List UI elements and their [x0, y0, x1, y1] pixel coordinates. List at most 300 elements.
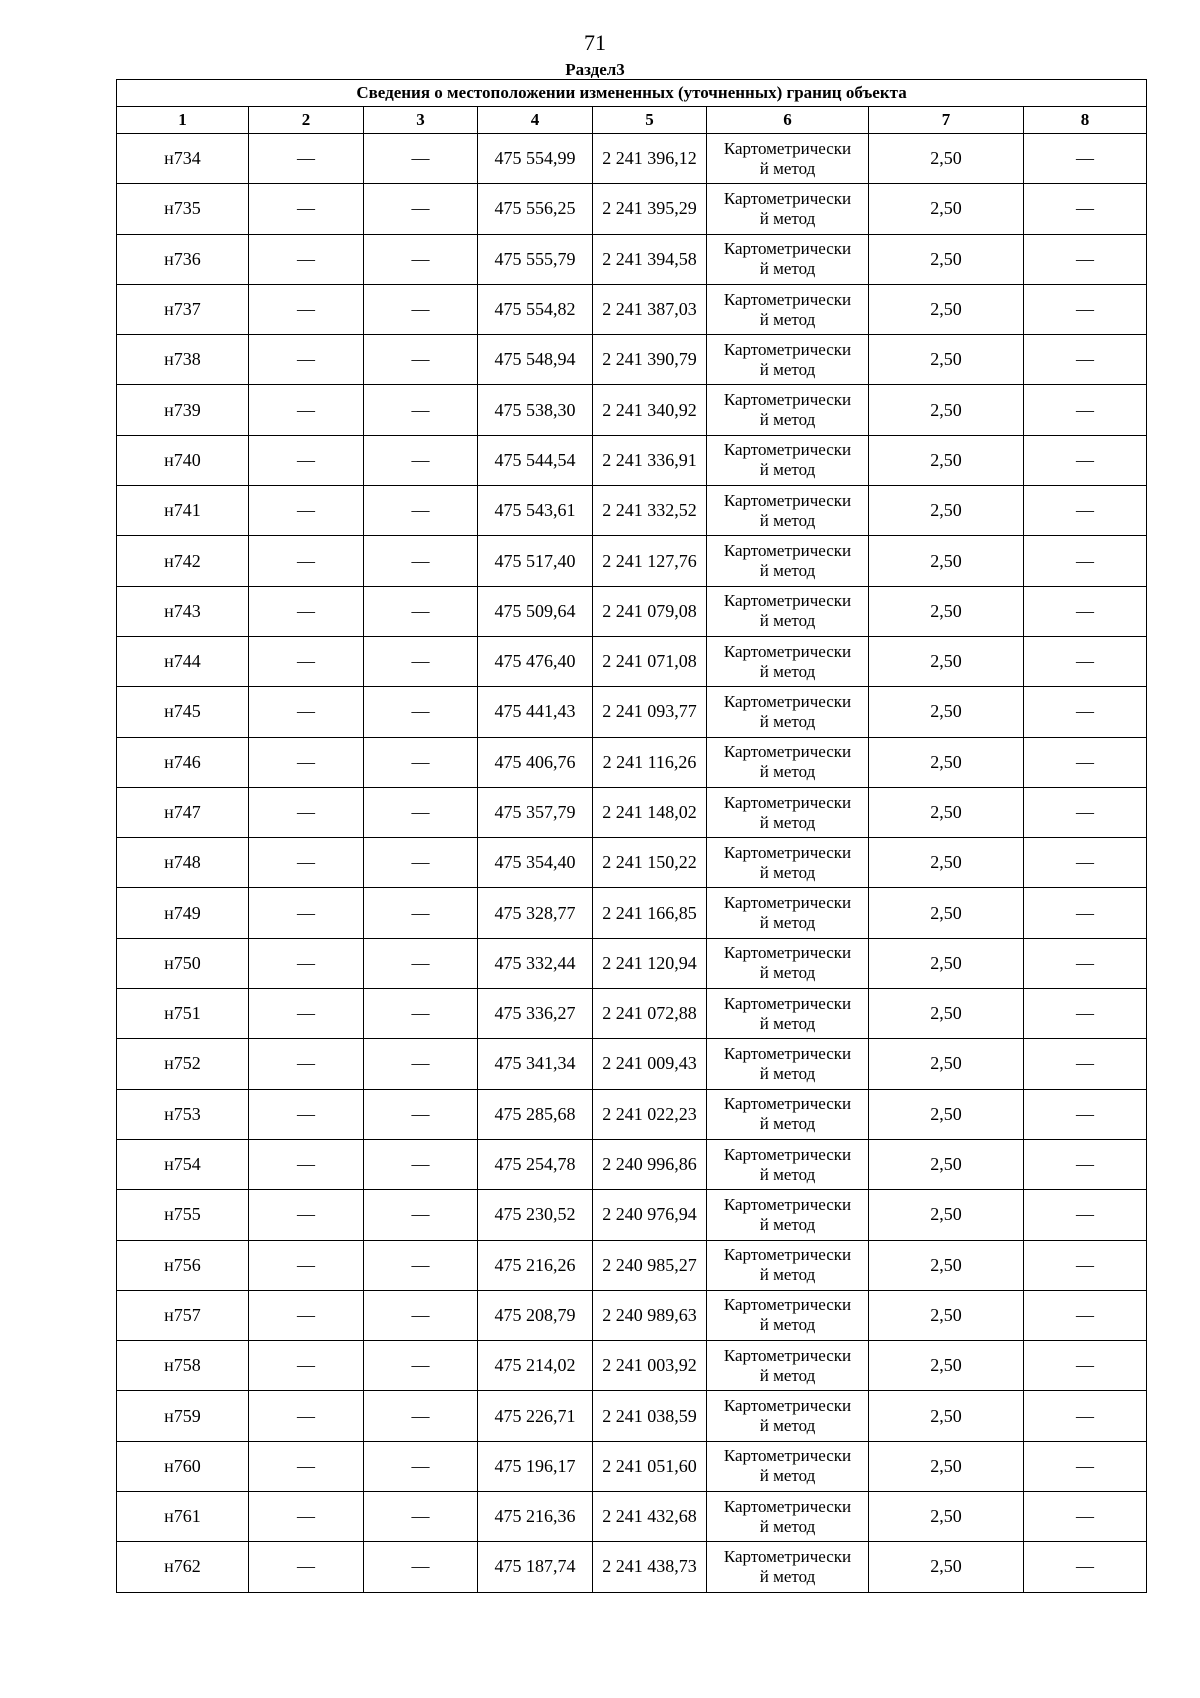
col3-cell: —: [364, 737, 478, 787]
y-coordinate-cell: 2 241 093,77: [593, 687, 707, 737]
col8-cell: —: [1024, 134, 1147, 184]
col2-cell: —: [249, 385, 364, 435]
col2-cell: —: [249, 234, 364, 284]
col2-cell: —: [249, 1441, 364, 1491]
col2-cell: —: [249, 737, 364, 787]
x-coordinate-cell: 475 341,34: [478, 1039, 593, 1089]
accuracy-cell: 2,50: [869, 1139, 1024, 1189]
col8-cell: —: [1024, 335, 1147, 385]
method-cell: [707, 586, 869, 636]
method-cell: [707, 1542, 869, 1592]
col3-cell: —: [364, 787, 478, 837]
point-id-cell: н751: [117, 989, 249, 1039]
col8-cell: —: [1024, 586, 1147, 636]
col2-cell: —: [249, 1190, 364, 1240]
col3-cell: —: [364, 1542, 478, 1592]
col8-cell: —: [1024, 1139, 1147, 1189]
table-row: [117, 1190, 1147, 1240]
y-coordinate-cell: 2 241 127,76: [593, 536, 707, 586]
col3-cell: —: [364, 989, 478, 1039]
accuracy-cell: 2,50: [869, 385, 1024, 435]
col8-cell: —: [1024, 888, 1147, 938]
table-row: [117, 385, 1147, 435]
col3-cell: —: [364, 586, 478, 636]
table-row: [117, 1542, 1147, 1592]
point-id-cell: н756: [117, 1240, 249, 1290]
col2-cell: —: [249, 1139, 364, 1189]
y-coordinate-cell: 2 241 166,85: [593, 888, 707, 938]
col8-cell: —: [1024, 234, 1147, 284]
method-line-1: Картометрически: [723, 742, 852, 762]
accuracy-cell: 2,50: [869, 636, 1024, 686]
table-row: [117, 1089, 1147, 1139]
point-id-cell: н754: [117, 1139, 249, 1189]
method-cell: [707, 1492, 869, 1542]
x-coordinate-cell: 475 216,26: [478, 1240, 593, 1290]
col3-cell: —: [364, 134, 478, 184]
method-cell: [707, 1290, 869, 1340]
col8-cell: —: [1024, 1542, 1147, 1592]
col3-cell: —: [364, 486, 478, 536]
accuracy-cell: 2,50: [869, 284, 1024, 334]
method-cell: [707, 486, 869, 536]
method-line-2: й метод: [759, 208, 816, 228]
column-header-1: 1: [117, 107, 249, 134]
col8-cell: —: [1024, 938, 1147, 988]
x-coordinate-cell: 475 214,02: [478, 1341, 593, 1391]
accuracy-cell: 2,50: [869, 938, 1024, 988]
table-row: [117, 586, 1147, 636]
method-line-1: Картометрически: [723, 1295, 852, 1315]
method-line-1: Картометрически: [723, 1194, 852, 1214]
point-id-cell: н745: [117, 687, 249, 737]
table-row: [117, 184, 1147, 234]
accuracy-cell: 2,50: [869, 1542, 1024, 1592]
point-id-cell: н744: [117, 636, 249, 686]
col8-cell: —: [1024, 536, 1147, 586]
column-header-6: 6: [707, 107, 869, 134]
col8-cell: —: [1024, 1391, 1147, 1441]
caption-row: [117, 80, 1147, 107]
x-coordinate-cell: 475 548,94: [478, 335, 593, 385]
col2-cell: —: [249, 536, 364, 586]
accuracy-cell: 2,50: [869, 435, 1024, 485]
method-cell: [707, 838, 869, 888]
method-line-2: й метод: [759, 1214, 816, 1234]
col8-cell: —: [1024, 737, 1147, 787]
col8-cell: —: [1024, 787, 1147, 837]
y-coordinate-cell: 2 240 985,27: [593, 1240, 707, 1290]
column-header-8: 8: [1024, 107, 1147, 134]
method-line-2: й метод: [759, 460, 816, 480]
method-line-1: Картометрически: [723, 541, 852, 561]
y-coordinate-cell: 2 241 079,08: [593, 586, 707, 636]
y-coordinate-cell: 2 241 038,59: [593, 1391, 707, 1441]
point-id-cell: н734: [117, 134, 249, 184]
method-cell: [707, 636, 869, 686]
col2-cell: —: [249, 1341, 364, 1391]
accuracy-cell: 2,50: [869, 134, 1024, 184]
x-coordinate-cell: 475 538,30: [478, 385, 593, 435]
x-coordinate-cell: 475 544,54: [478, 435, 593, 485]
x-coordinate-cell: 475 216,36: [478, 1492, 593, 1542]
point-id-cell: н750: [117, 938, 249, 988]
x-coordinate-cell: 475 208,79: [478, 1290, 593, 1340]
col8-cell: —: [1024, 1341, 1147, 1391]
method-line-1: Картометрически: [723, 1496, 852, 1516]
col3-cell: —: [364, 1190, 478, 1240]
y-coordinate-cell: 2 241 340,92: [593, 385, 707, 435]
table-row: [117, 486, 1147, 536]
column-header-5: 5: [593, 107, 707, 134]
method-line-1: Картометрически: [723, 188, 852, 208]
column-number-row: [117, 107, 1147, 134]
accuracy-cell: 2,50: [869, 1441, 1024, 1491]
column-header-7: 7: [869, 107, 1024, 134]
point-id-cell: н742: [117, 536, 249, 586]
method-line-1: Картометрически: [723, 792, 852, 812]
method-line-2: й метод: [759, 1164, 816, 1184]
y-coordinate-cell: 2 241 116,26: [593, 737, 707, 787]
x-coordinate-cell: 475 556,25: [478, 184, 593, 234]
col2-cell: —: [249, 284, 364, 334]
accuracy-cell: 2,50: [869, 184, 1024, 234]
col2-cell: —: [249, 1391, 364, 1441]
y-coordinate-cell: 2 241 332,52: [593, 486, 707, 536]
method-line-2: й метод: [759, 1063, 816, 1083]
y-coordinate-cell: 2 241 390,79: [593, 335, 707, 385]
point-id-cell: н737: [117, 284, 249, 334]
col8-cell: —: [1024, 1089, 1147, 1139]
col3-cell: —: [364, 1441, 478, 1491]
y-coordinate-cell: 2 241 022,23: [593, 1089, 707, 1139]
y-coordinate-cell: 2 241 148,02: [593, 787, 707, 837]
method-cell: [707, 1089, 869, 1139]
method-line-2: й метод: [759, 913, 816, 933]
col2-cell: —: [249, 435, 364, 485]
table-row: [117, 1341, 1147, 1391]
x-coordinate-cell: 475 230,52: [478, 1190, 593, 1240]
method-cell: [707, 1190, 869, 1240]
table-row: [117, 234, 1147, 284]
method-line-2: й метод: [759, 711, 816, 731]
table-caption: Сведения о местоположении измененных (уточненных) границ объекта: [117, 80, 1147, 107]
method-line-2: й метод: [759, 259, 816, 279]
x-coordinate-cell: 475 554,82: [478, 284, 593, 334]
accuracy-cell: 2,50: [869, 989, 1024, 1039]
method-line-1: Картометрически: [723, 1446, 852, 1466]
method-line-1: Картометрически: [723, 993, 852, 1013]
col3-cell: —: [364, 335, 478, 385]
col3-cell: —: [364, 838, 478, 888]
point-id-cell: н743: [117, 586, 249, 636]
table-row: [117, 787, 1147, 837]
col8-cell: —: [1024, 1441, 1147, 1491]
method-cell: [707, 234, 869, 284]
table-row: [117, 1492, 1147, 1542]
method-line-2: й метод: [759, 1265, 816, 1285]
coordinates-table: [116, 79, 1147, 1593]
col8-cell: —: [1024, 284, 1147, 334]
x-coordinate-cell: 475 354,40: [478, 838, 593, 888]
point-id-cell: н762: [117, 1542, 249, 1592]
method-line-2: й метод: [759, 359, 816, 379]
y-coordinate-cell: 2 240 976,94: [593, 1190, 707, 1240]
accuracy-cell: 2,50: [869, 335, 1024, 385]
col3-cell: —: [364, 536, 478, 586]
col2-cell: —: [249, 1290, 364, 1340]
y-coordinate-cell: 2 241 387,03: [593, 284, 707, 334]
accuracy-cell: 2,50: [869, 1190, 1024, 1240]
column-header-4: 4: [478, 107, 593, 134]
col3-cell: —: [364, 1290, 478, 1340]
point-id-cell: н759: [117, 1391, 249, 1441]
method-line-1: Картометрически: [723, 1094, 852, 1114]
point-id-cell: н752: [117, 1039, 249, 1089]
method-line-2: й метод: [759, 1466, 816, 1486]
x-coordinate-cell: 475 196,17: [478, 1441, 593, 1491]
point-id-cell: н747: [117, 787, 249, 837]
table-row: [117, 134, 1147, 184]
table-row: [117, 888, 1147, 938]
method-cell: [707, 536, 869, 586]
col8-cell: —: [1024, 435, 1147, 485]
x-coordinate-cell: 475 336,27: [478, 989, 593, 1039]
x-coordinate-cell: 475 441,43: [478, 687, 593, 737]
y-coordinate-cell: 2 241 432,68: [593, 1492, 707, 1542]
method-line-1: Картометрически: [723, 1144, 852, 1164]
method-line-2: й метод: [759, 1566, 816, 1586]
col8-cell: —: [1024, 989, 1147, 1039]
y-coordinate-cell: 2 241 438,73: [593, 1542, 707, 1592]
point-id-cell: н735: [117, 184, 249, 234]
col8-cell: —: [1024, 486, 1147, 536]
method-cell: [707, 787, 869, 837]
accuracy-cell: 2,50: [869, 687, 1024, 737]
x-coordinate-cell: 475 517,40: [478, 536, 593, 586]
col8-cell: —: [1024, 1039, 1147, 1089]
accuracy-cell: 2,50: [869, 1089, 1024, 1139]
col3-cell: —: [364, 1492, 478, 1542]
y-coordinate-cell: 2 241 396,12: [593, 134, 707, 184]
point-id-cell: н738: [117, 335, 249, 385]
table-row: [117, 335, 1147, 385]
y-coordinate-cell: 2 241 395,29: [593, 184, 707, 234]
col8-cell: —: [1024, 1240, 1147, 1290]
method-cell: [707, 1139, 869, 1189]
method-cell: [707, 888, 869, 938]
method-line-2: й метод: [759, 309, 816, 329]
method-line-2: й метод: [759, 1013, 816, 1033]
accuracy-cell: 2,50: [869, 1492, 1024, 1542]
col2-cell: —: [249, 838, 364, 888]
x-coordinate-cell: 475 332,44: [478, 938, 593, 988]
accuracy-cell: 2,50: [869, 536, 1024, 586]
method-line-1: Картометрически: [723, 691, 852, 711]
method-line-1: Картометрически: [723, 440, 852, 460]
page-number: 71: [584, 30, 606, 55]
x-coordinate-cell: 475 254,78: [478, 1139, 593, 1189]
x-coordinate-cell: 475 509,64: [478, 586, 593, 636]
method-line-2: й метод: [759, 812, 816, 832]
y-coordinate-cell: 2 241 394,58: [593, 234, 707, 284]
method-line-2: й метод: [759, 1114, 816, 1134]
accuracy-cell: 2,50: [869, 586, 1024, 636]
table-row: [117, 989, 1147, 1039]
col3-cell: —: [364, 1341, 478, 1391]
point-id-cell: н739: [117, 385, 249, 435]
accuracy-cell: 2,50: [869, 1039, 1024, 1089]
col2-cell: —: [249, 1240, 364, 1290]
y-coordinate-cell: 2 241 336,91: [593, 435, 707, 485]
method-cell: [707, 1441, 869, 1491]
method-line-1: Картометрически: [723, 893, 852, 913]
col2-cell: —: [249, 335, 364, 385]
col8-cell: —: [1024, 1190, 1147, 1240]
accuracy-cell: 2,50: [869, 787, 1024, 837]
method-line-2: й метод: [759, 963, 816, 983]
method-cell: [707, 938, 869, 988]
method-cell: [707, 1341, 869, 1391]
section-title: Раздел3: [565, 60, 625, 79]
col2-cell: —: [249, 1492, 364, 1542]
method-line-2: й метод: [759, 762, 816, 782]
col3-cell: —: [364, 184, 478, 234]
point-id-cell: н741: [117, 486, 249, 536]
method-cell: [707, 385, 869, 435]
x-coordinate-cell: 475 476,40: [478, 636, 593, 686]
method-line-1: Картометрически: [723, 490, 852, 510]
col3-cell: —: [364, 284, 478, 334]
method-cell: [707, 184, 869, 234]
table-row: [117, 536, 1147, 586]
table-row: [117, 1290, 1147, 1340]
col2-cell: —: [249, 134, 364, 184]
method-cell: [707, 687, 869, 737]
point-id-cell: н736: [117, 234, 249, 284]
col3-cell: —: [364, 435, 478, 485]
method-line-1: Картометрически: [723, 289, 852, 309]
method-cell: [707, 1240, 869, 1290]
point-id-cell: н761: [117, 1492, 249, 1542]
method-line-1: Картометрически: [723, 591, 852, 611]
method-cell: [707, 1391, 869, 1441]
method-line-2: й метод: [759, 1516, 816, 1536]
method-line-2: й метод: [759, 561, 816, 581]
table-row: [117, 687, 1147, 737]
col3-cell: —: [364, 1089, 478, 1139]
table-row: [117, 1441, 1147, 1491]
accuracy-cell: 2,50: [869, 1391, 1024, 1441]
method-line-2: й метод: [759, 410, 816, 430]
col2-cell: —: [249, 486, 364, 536]
col8-cell: —: [1024, 838, 1147, 888]
method-line-2: й метод: [759, 1416, 816, 1436]
method-line-1: Картометрически: [723, 943, 852, 963]
col3-cell: —: [364, 1240, 478, 1290]
point-id-cell: н753: [117, 1089, 249, 1139]
y-coordinate-cell: 2 241 009,43: [593, 1039, 707, 1089]
x-coordinate-cell: 475 285,68: [478, 1089, 593, 1139]
method-line-1: Картометрически: [723, 1245, 852, 1265]
col2-cell: —: [249, 989, 364, 1039]
method-line-1: Картометрически: [723, 239, 852, 259]
method-line-1: Картометрически: [723, 1043, 852, 1063]
x-coordinate-cell: 475 357,79: [478, 787, 593, 837]
method-line-1: Картометрически: [723, 138, 852, 158]
method-line-2: й метод: [759, 611, 816, 631]
y-coordinate-cell: 2 241 051,60: [593, 1441, 707, 1491]
x-coordinate-cell: 475 226,71: [478, 1391, 593, 1441]
x-coordinate-cell: 475 554,99: [478, 134, 593, 184]
method-line-2: й метод: [759, 158, 816, 178]
table-row: [117, 1139, 1147, 1189]
accuracy-cell: 2,50: [869, 1240, 1024, 1290]
y-coordinate-cell: 2 241 072,88: [593, 989, 707, 1039]
accuracy-cell: 2,50: [869, 234, 1024, 284]
column-header-2: 2: [249, 107, 364, 134]
col3-cell: —: [364, 1139, 478, 1189]
accuracy-cell: 2,50: [869, 1341, 1024, 1391]
col3-cell: —: [364, 636, 478, 686]
point-id-cell: н740: [117, 435, 249, 485]
col2-cell: —: [249, 1039, 364, 1089]
accuracy-cell: 2,50: [869, 486, 1024, 536]
method-line-2: й метод: [759, 1365, 816, 1385]
col2-cell: —: [249, 636, 364, 686]
y-coordinate-cell: 2 240 996,86: [593, 1139, 707, 1189]
method-cell: [707, 435, 869, 485]
method-cell: [707, 335, 869, 385]
col2-cell: —: [249, 586, 364, 636]
point-id-cell: н757: [117, 1290, 249, 1340]
method-line-2: й метод: [759, 862, 816, 882]
method-line-2: й метод: [759, 1315, 816, 1335]
table-row: [117, 636, 1147, 686]
col3-cell: —: [364, 938, 478, 988]
col8-cell: —: [1024, 1492, 1147, 1542]
col2-cell: —: [249, 938, 364, 988]
col3-cell: —: [364, 1039, 478, 1089]
y-coordinate-cell: 2 241 120,94: [593, 938, 707, 988]
table-row: [117, 838, 1147, 888]
method-cell: [707, 1039, 869, 1089]
table-row: [117, 1240, 1147, 1290]
table-body: [117, 134, 1147, 1593]
method-line-1: Картометрически: [723, 390, 852, 410]
col3-cell: —: [364, 234, 478, 284]
point-id-cell: н760: [117, 1441, 249, 1491]
point-id-cell: н755: [117, 1190, 249, 1240]
col3-cell: —: [364, 385, 478, 435]
table-row: [117, 1039, 1147, 1089]
x-coordinate-cell: 475 406,76: [478, 737, 593, 787]
col8-cell: —: [1024, 687, 1147, 737]
method-line-2: й метод: [759, 510, 816, 530]
y-coordinate-cell: 2 241 071,08: [593, 636, 707, 686]
col2-cell: —: [249, 888, 364, 938]
accuracy-cell: 2,50: [869, 838, 1024, 888]
accuracy-cell: 2,50: [869, 1290, 1024, 1340]
point-id-cell: н746: [117, 737, 249, 787]
table-row: [117, 938, 1147, 988]
col2-cell: —: [249, 687, 364, 737]
col8-cell: —: [1024, 385, 1147, 435]
method-cell: [707, 284, 869, 334]
x-coordinate-cell: 475 328,77: [478, 888, 593, 938]
col3-cell: —: [364, 888, 478, 938]
method-line-1: Картометрически: [723, 641, 852, 661]
